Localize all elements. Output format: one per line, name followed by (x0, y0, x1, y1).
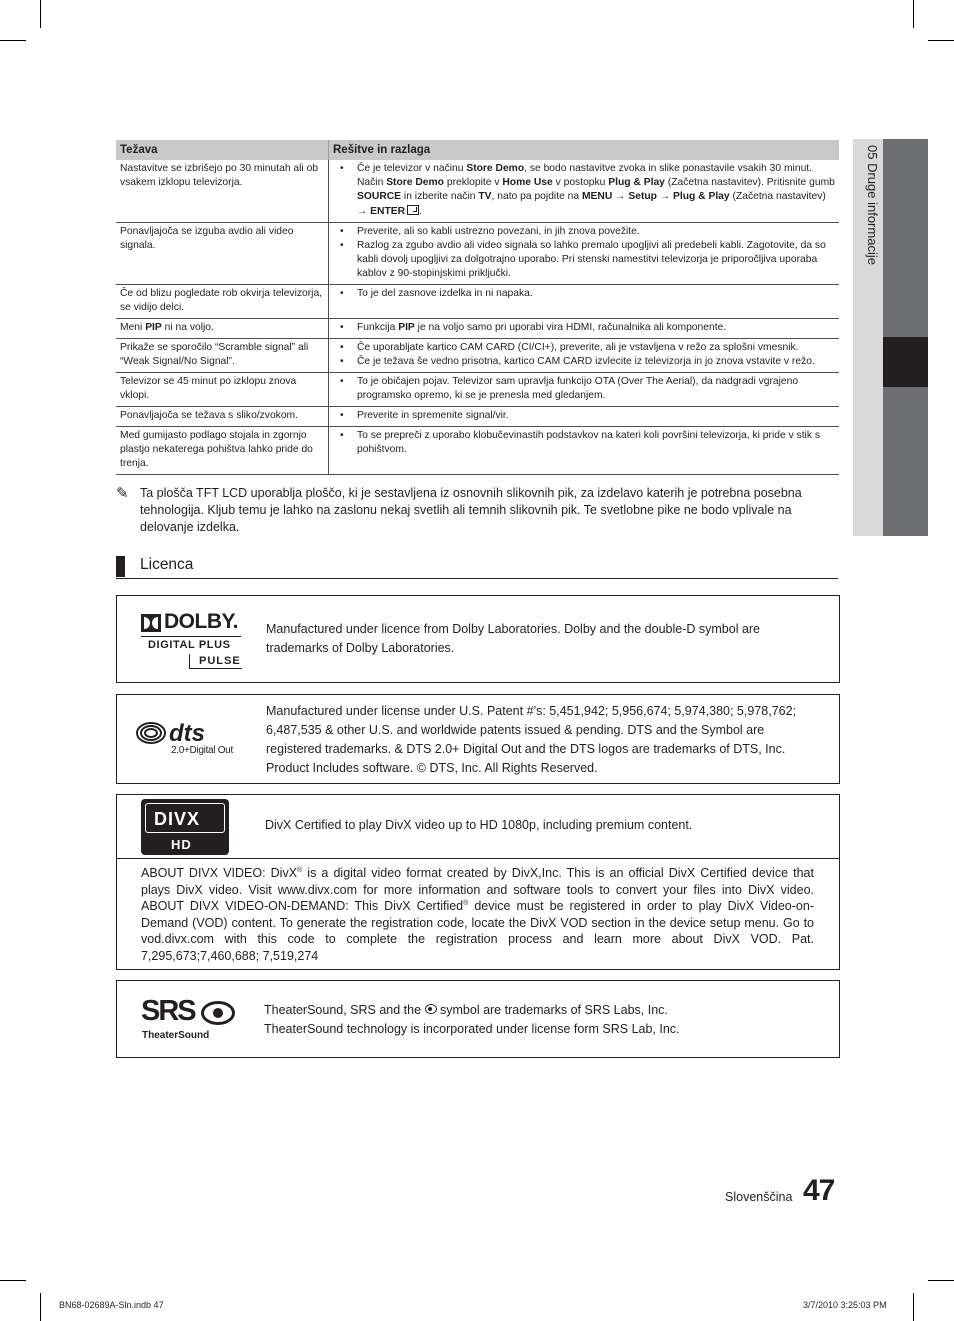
dts-disc-icon (135, 719, 225, 747)
problem-cell: Nastavitve se izbrišejo po 30 minutah ali ob vsakem izklopu televizorja. (116, 160, 329, 223)
problem-cell: Ponavljajoča se izguba avdio ali video signala. (116, 223, 329, 285)
side-tab-active-marker (883, 337, 928, 387)
solution-item: • Funkcija PIP je na voljo samo pri uporabi vira HDMI, računalnika ali komponente. (333, 321, 835, 335)
note (116, 485, 838, 536)
solution-cell (329, 407, 840, 427)
solution-cell (329, 160, 840, 223)
table-row (116, 160, 839, 223)
section-title: Licenca (140, 556, 194, 573)
divx-logo-word: DIVX (154, 809, 201, 829)
divx-logo (141, 799, 229, 855)
problem-cell: Med gumijasto podlago stojala in zgornjo plastjo nekaterega pohištva lahko pride do trenja. (116, 427, 329, 475)
solution-item: • Preverite, ali so kabli ustrezno povezani, in jih znova povežite. (333, 225, 835, 239)
side-tab-label (862, 145, 882, 345)
table-row (116, 407, 839, 427)
dolby-license-text: Manufactured under licence from Dolby Laboratories. Dolby and the double-D symbol are trademarks of Dolby Laboratories. (266, 622, 761, 655)
column-header-solution: Rešitve in razlaga (329, 140, 840, 160)
srs-license-text: TheaterSound, SRS and the symbol are trademarks of SRS Labs, Inc. TheaterSound technology is incorporated under license form SRS Lab, Inc. (264, 1003, 680, 1036)
table-row (116, 319, 839, 339)
crop-mark (913, 1293, 914, 1321)
srs-logo-subtitle: TheaterSound (142, 1030, 210, 1041)
side-tab-dark-strip (883, 139, 928, 337)
crop-mark (913, 0, 914, 28)
srs-symbol-icon (425, 1004, 437, 1014)
section-heading (116, 556, 838, 579)
table-row (116, 427, 839, 475)
dolby-logo-digital-plus: DIGITAL PLUS (148, 639, 231, 651)
page-number: 47 (803, 1174, 835, 1207)
solution-item: • To je običajen pojav. Televizor sam upravlja funkcijo OTA (Over The Aerial), da nadgradi vgrajeno programsko opremo, ki se je prenesla med gledanjem. (333, 375, 835, 403)
dolby-license-box (116, 595, 840, 683)
enter-icon (407, 205, 419, 215)
crop-mark (0, 40, 26, 41)
dts-logo (135, 719, 245, 761)
dolby-logo-pulse: PULSE (199, 655, 241, 667)
srs-logo (141, 995, 246, 1043)
divider (117, 858, 839, 859)
solution-item: • To se prepreči z uporabo klobučevinastih podstavkov na kateri koli površini televizorja, ki pride v stik s pohištvom. (333, 429, 835, 457)
solution-cell (329, 427, 840, 475)
dts-logo-subtitle: 2.0+Digital Out (171, 745, 233, 756)
problem-cell: Če od blizu pogledate rob okvirja televizorja, se vidijo delci. (116, 285, 329, 319)
solution-item: • To je del zasnove izdelka in ni napaka. (333, 287, 835, 301)
note-text: Ta plošča TFT LCD uporablja ploščo, ki je sestavljena iz osnovnih slikovnih pik, za izdelavo katerih je potrebna posebna tehnologija. Kljub temu je lahko na zaslonu nekaj svetlih ali temnih slikovnih pik. Te svetlobne pike ne bodo vplivale na delovanje izdelka. (140, 486, 802, 534)
problem-cell: Televizor se 45 minut po izklopu znova vklopi. (116, 373, 329, 407)
double-d-icon (141, 614, 161, 632)
problem-cell: Meni PIP ni na voljo. (116, 319, 329, 339)
srs-license-box (116, 980, 840, 1058)
problem-cell: Ponavljajoča se težava s sliko/zvokom. (116, 407, 329, 427)
srs-symbol-icon (201, 1001, 235, 1025)
footer-language: Slovenščina (725, 1190, 793, 1204)
solution-item: • Če je televizor v načinu Store Demo, se bodo nastavitve zvoka in slike ponastavile vsakih 30 minut. Način Store Demo preklopite v Home Use v postopku Plug & Play (Začetna nastavitev). Pritisnite gumb SOURCE in izberite način TV, nato pa pojdite na MENU → Setup → Plug & Play (Začetna nastavitev) → ENTER . (333, 162, 835, 219)
table-row (116, 223, 839, 285)
solution-item: • Če uporabljate kartico CAM CARD (CI/CI+), preverite, ali je vstavljena v režo za splošni vmesnik. (333, 341, 835, 355)
solution-item: • Preverite in spremenite signal/vir. (333, 409, 835, 423)
dts-license-box (116, 694, 840, 784)
table-header-row (116, 140, 839, 160)
table-row (116, 285, 839, 319)
crop-mark (0, 1280, 26, 1281)
divx-about-text: ABOUT DIVX VIDEO: DivX® is a digital video format created by DivX,Inc. This is an official DivX Certified device that plays DivX video. Visit www.divx.com for more information and software tools to convert your files into DivX video. ABOUT DIVX VIDEO-ON-DEMAND: This DivX Certified® device must be registered in order to play DivX Video-on-Demand (VOD) content. To generate the registration code, locate the DivX VOD section in the device setup menu. Go to vod.divx.com with this code to complete the registration process and learn more about DivX VOD. Pat. 7,295,673;7,460,688; 7,519,274 (141, 866, 814, 963)
footer-file-name: BN68-02689A-Sln.indb 47 (59, 1300, 164, 1310)
solution-item: • Razlog za zgubo avdio ali video signala so lahko premalo upogljivi ali predebeli kabli. Zagotovite, da so kabli dovolj upogljivi za dolgotrajno uporabo. Pri stenski namestitvi televizorja je priporočljiva uporaba kablov z 90-stopinjskimi priključki. (333, 239, 835, 281)
table-row (116, 339, 839, 373)
column-header-problem: Težava (116, 140, 329, 160)
chapter-label: 05 Druge informacije (865, 145, 880, 265)
dolby-logo-word: DOLBY. (164, 610, 239, 633)
crop-mark (928, 40, 954, 41)
problem-cell: Prikaže se sporočilo “Scramble signal” ali “Weak Signal/No Signal”. (116, 339, 329, 373)
svg-text:dts: dts (169, 720, 205, 747)
solution-item: • Če je težava še vedno prisotna, kartico CAM CARD izvlecite iz televizorja in jo znova vstavite v režo. (333, 355, 835, 369)
heading-bar (116, 556, 125, 577)
dolby-logo (141, 612, 246, 668)
solution-cell (329, 223, 840, 285)
footer-datetime: 3/7/2010 3:25:03 PM (803, 1300, 887, 1310)
crop-mark (928, 1280, 954, 1281)
divx-license-box (116, 794, 840, 970)
solution-cell (329, 319, 840, 339)
divx-logo-hd: HD (171, 837, 192, 852)
crop-mark (40, 1293, 41, 1321)
solution-cell (329, 285, 840, 319)
troubleshooting-table (116, 140, 839, 475)
side-tab-dark-strip (883, 387, 928, 536)
solution-cell (329, 373, 840, 407)
crop-mark (40, 0, 41, 28)
pencil-icon: ✎ (116, 485, 129, 502)
srs-logo-word: SRS (141, 995, 195, 1027)
table-row (116, 373, 839, 407)
solution-cell (329, 339, 840, 373)
divx-certified-text: DivX Certified to play DivX video up to HD 1080p, including premium content. (265, 818, 693, 832)
dts-license-text: Manufactured under license under U.S. Patent #’s: 5,451,942; 5,956,674; 5,974,380; 5,978,762; 6,487,535 & other U.S. and worldwide patents issued & pending. DTS and the Symbol are registered trademarks. & DTS 2.0+ Digital Out and the DTS logos are trademarks of DTS, Inc. Product Includes software. © DTS, Inc. All Rights Reserved. (266, 704, 797, 775)
